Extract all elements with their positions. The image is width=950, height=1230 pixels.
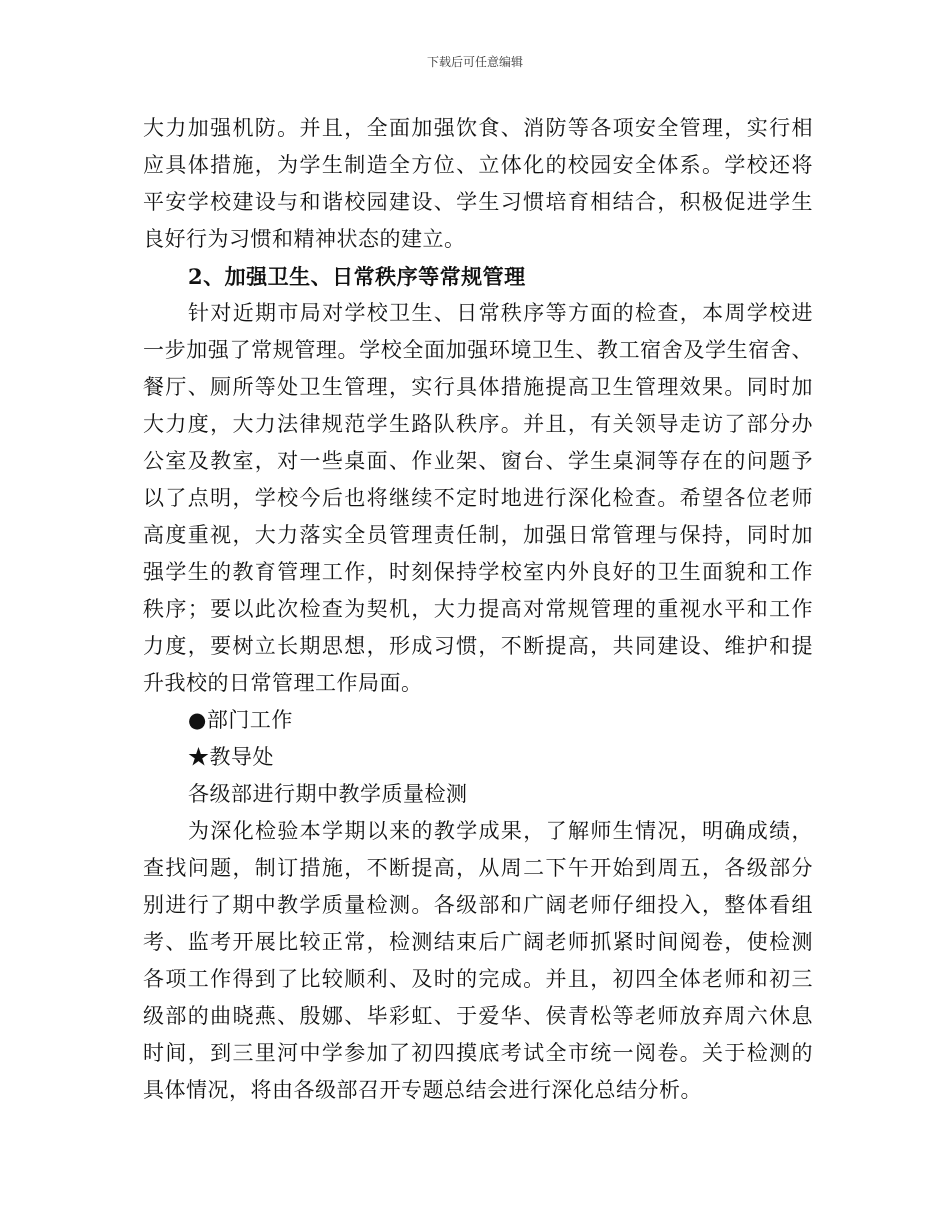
text-line: 以了点明，学校今后也将继续不定时地进行深化检查。希望各位老师 bbox=[143, 486, 813, 510]
heading-text: ★教导处 bbox=[188, 745, 274, 769]
text-line: 良好行为习惯和精神状态的建立。 bbox=[143, 227, 466, 251]
text-line: 餐厅、厕所等处卫生管理，实行具体措施提高卫生管理效果。同时加 bbox=[143, 375, 813, 399]
text-line: 平安学校建设与和谐校园建设、学生习惯培育相结合，积极促进学生 bbox=[143, 190, 813, 214]
page-header: 下载后可任意编辑 bbox=[426, 55, 523, 69]
text-line: 为深化检验本学期以来的教学成果，了解师生情况，明确成绩， bbox=[188, 819, 813, 843]
office-heading bbox=[143, 739, 813, 776]
text-line: 应具体措施，为学生制造全方位、立体化的校园安全体系。学校还将 bbox=[143, 153, 813, 177]
text-line: 级部的曲晓燕、殷娜、毕彩虹、于爱华、侯青松等老师放弃周六休息 bbox=[143, 1004, 813, 1028]
text-line: 查找问题，制订措施，不断提高，从周二下午开始到周五，各级部分 bbox=[143, 856, 813, 880]
subsection-title bbox=[143, 776, 813, 813]
department-heading bbox=[143, 702, 813, 739]
text-line: 大力加强机防。并且，全面加强饮食、消防等各项安全管理，实行相 bbox=[143, 116, 813, 140]
heading-text: 2、加强卫生、日常秩序等常规管理 bbox=[188, 264, 526, 289]
paragraph bbox=[143, 813, 813, 1109]
text-line: 力度，要树立长期思想，形成习惯，不断提高，共同建设、维护和提 bbox=[143, 634, 813, 658]
text-line: 时间，到三里河中学参加了初四摸底考试全市统一阅卷。关于检测的 bbox=[143, 1041, 813, 1065]
text-line: 具体情况，将由各级部召开专题总结会进行深化总结分析。 bbox=[143, 1078, 702, 1102]
text-line: 一步加强了常规管理。学校全面加强环境卫生、教工宿舍及学生宿舍、 bbox=[143, 338, 813, 362]
text-line: 公室及教室，对一些桌面、作业架、窗台、学生桌洞等存在的问题予 bbox=[143, 449, 813, 473]
text-line: 秩序；要以此次检查为契机，大力提高对常规管理的重视水平和工作 bbox=[143, 597, 813, 621]
section-heading bbox=[143, 258, 813, 295]
paragraph bbox=[143, 110, 813, 258]
text-line: 强学生的教育管理工作，时刻保持学校室内外良好的卫生面貌和工作 bbox=[143, 560, 813, 584]
text-line: 各项工作得到了比较顺利、及时的完成。并且，初四全体老师和初三 bbox=[143, 967, 813, 991]
heading-text: ●部门工作 bbox=[188, 708, 293, 732]
text-line: 高度重视，大力落实全员管理责任制，加强日常管理与保持，同时加 bbox=[143, 523, 813, 547]
text-line: 大力度，大力法律规范学生路队秩序。并且，有关领导走访了部分办 bbox=[143, 412, 813, 436]
text-line: 升我校的日常管理工作局面。 bbox=[143, 671, 423, 695]
heading-text: 各级部进行期中教学质量检测 bbox=[188, 782, 468, 806]
text-line: 针对近期市局对学校卫生、日常秩序等方面的检查，本周学校进 bbox=[188, 301, 813, 325]
document-body bbox=[143, 110, 813, 1109]
text-line: 考、监考开展比较正常，检测结束后广阔老师抓紧时间阅卷，使检测 bbox=[143, 930, 813, 954]
text-line: 别进行了期中教学质量检测。各级部和广阔老师仔细投入，整体看组 bbox=[143, 893, 813, 917]
paragraph bbox=[143, 295, 813, 702]
